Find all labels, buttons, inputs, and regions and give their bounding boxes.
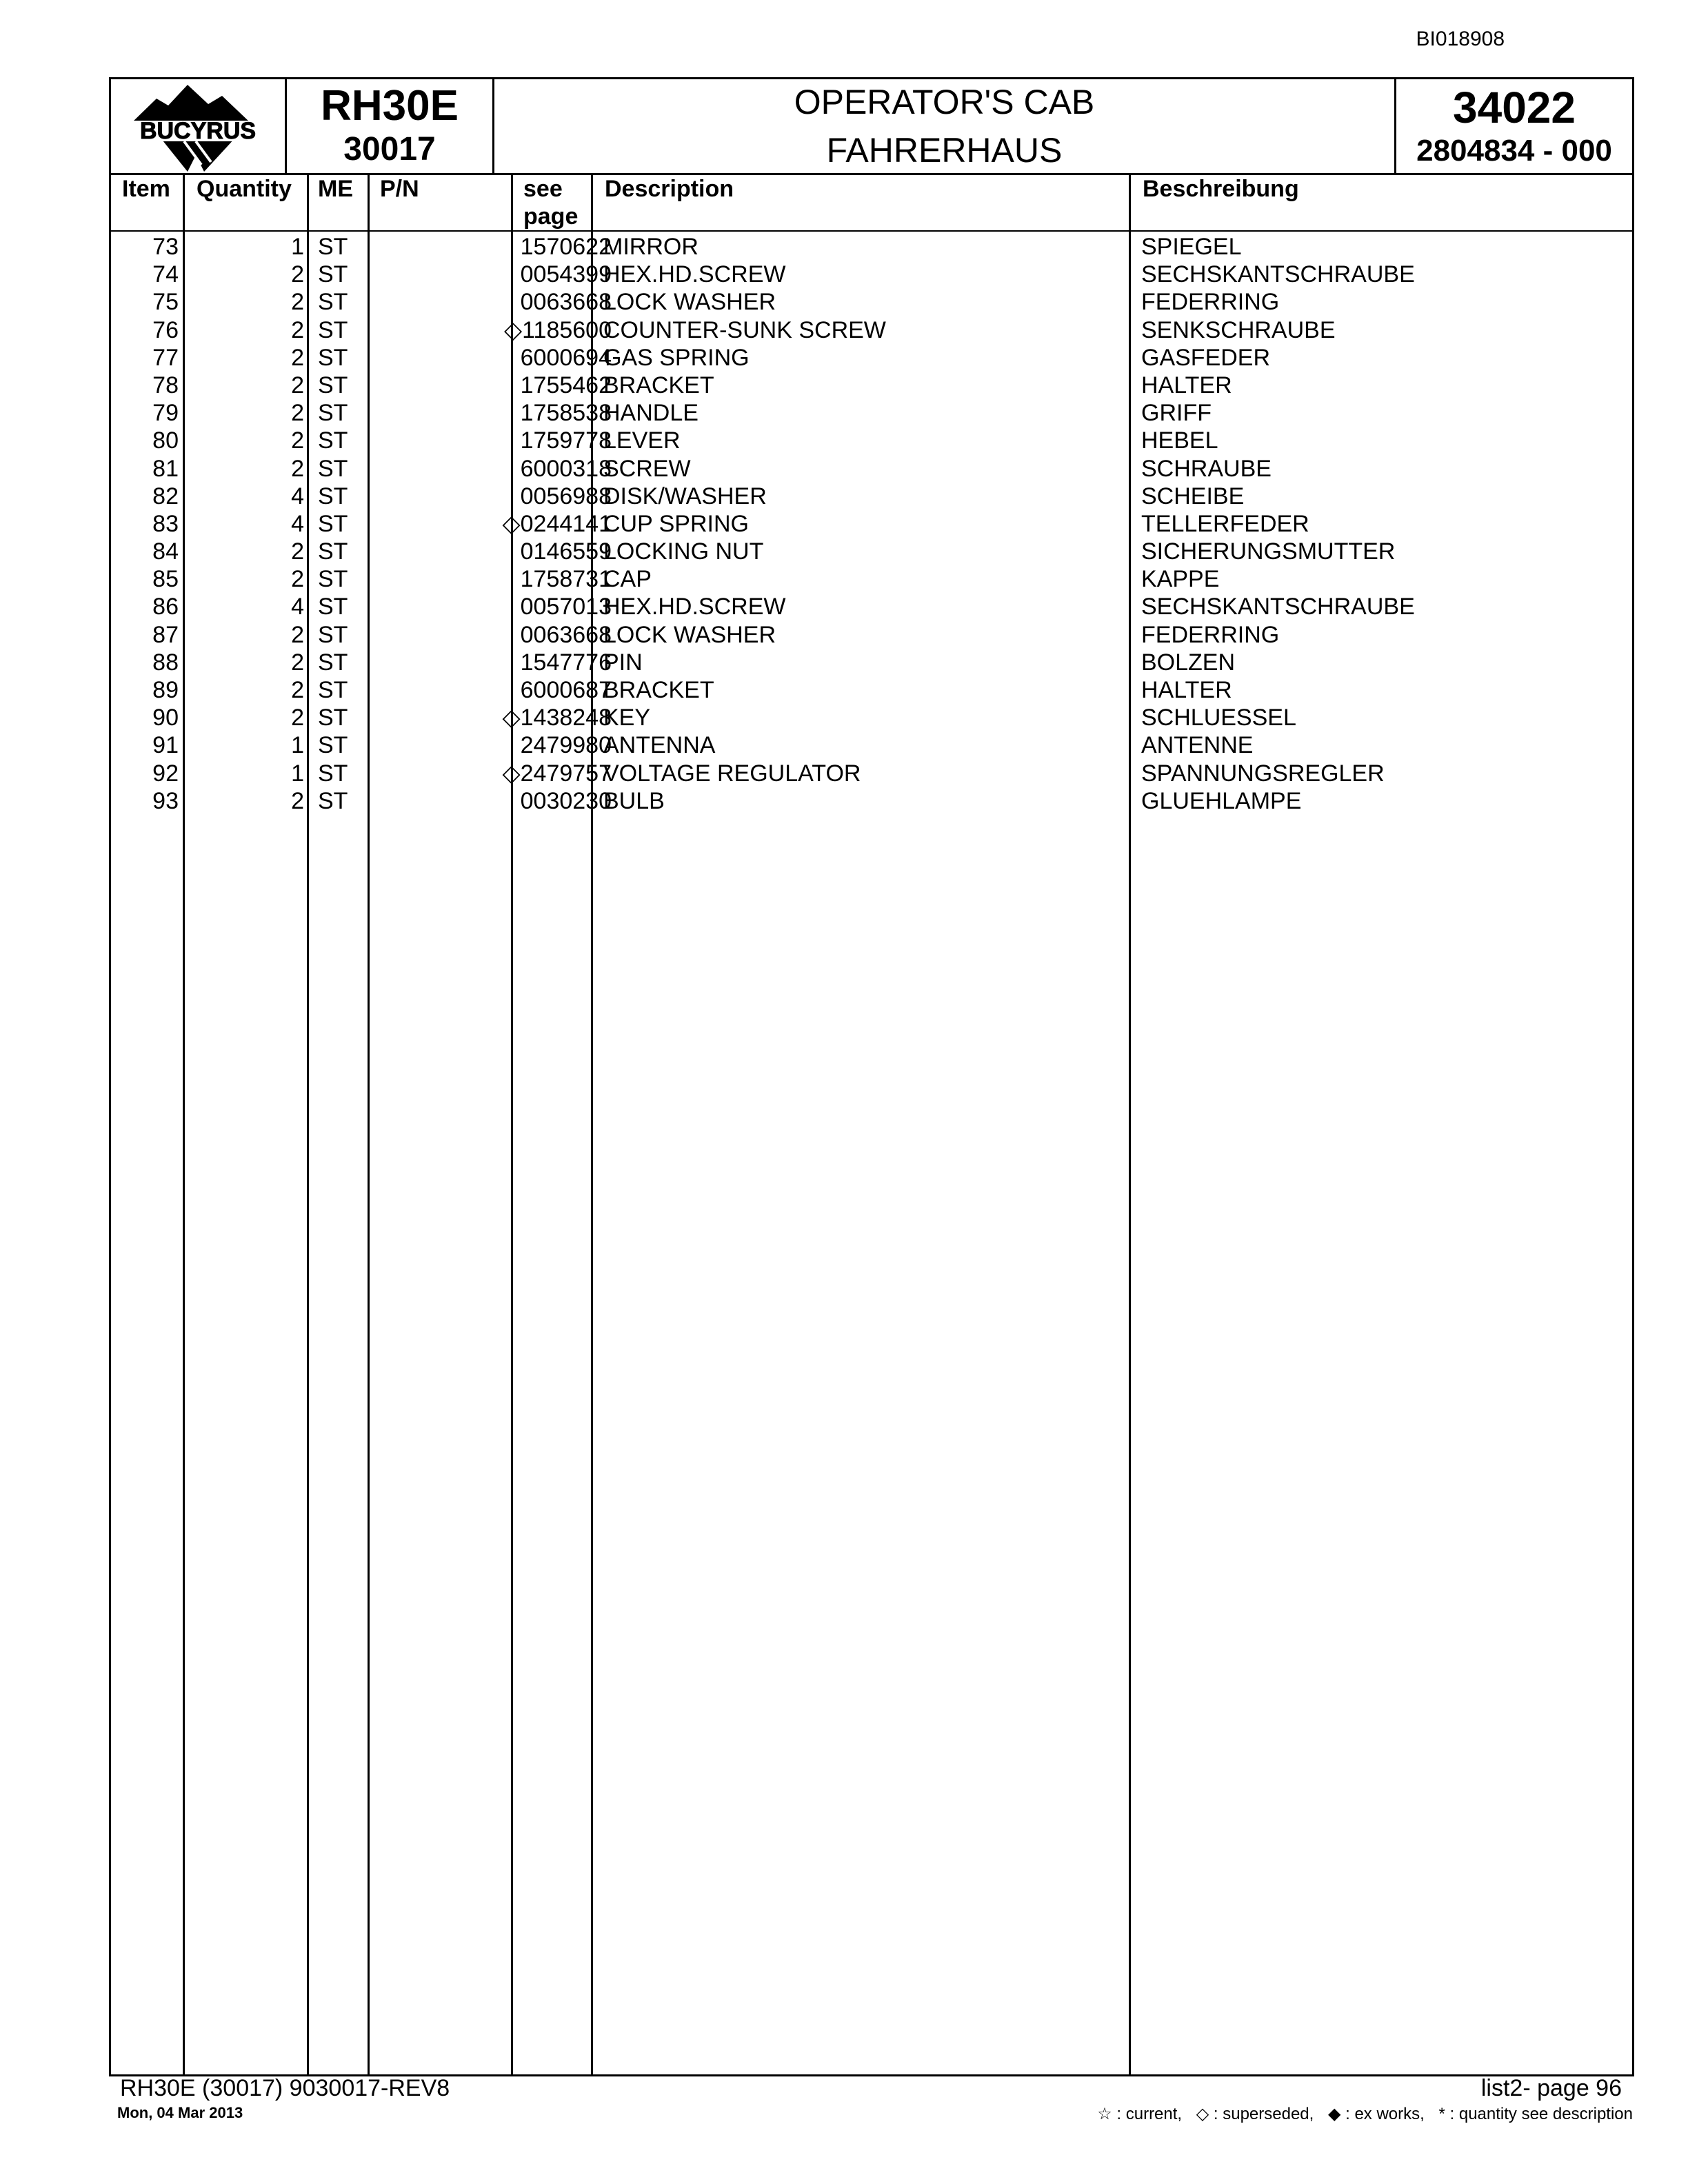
table-row: [111, 704, 1632, 731]
cell-beschreibung: KAPPE: [1141, 566, 1220, 593]
cell-quantity: 2: [291, 427, 304, 454]
footer-legend: [1087, 2104, 1633, 2124]
cell-description: VOLTAGE REGULATOR: [603, 760, 861, 787]
cell-unit: ST: [318, 649, 348, 676]
cell-description: DISK/WASHER: [603, 483, 767, 509]
cell-item-number: 91: [152, 732, 179, 759]
title-block: [494, 79, 1396, 173]
cell-part-number: ◇1438248: [502, 705, 612, 731]
cell-item-number: 79: [152, 400, 179, 427]
document-id: BI018908: [1416, 28, 1505, 50]
cell-quantity: 1: [291, 732, 304, 759]
cell-description: LOCKING NUT: [603, 538, 764, 565]
table-row: [111, 483, 1632, 510]
cell-unit: ST: [318, 234, 348, 260]
cell-part-number: 0057013: [520, 594, 612, 620]
bucyrus-logo: [111, 79, 287, 173]
cell-unit: ST: [318, 566, 348, 593]
cell-quantity: 2: [291, 372, 304, 398]
table-row: [111, 316, 1632, 344]
table-row: [111, 731, 1632, 759]
footer-date: Mon, 04 Mar 2013: [117, 2104, 243, 2121]
parts-table: [109, 175, 1634, 2076]
table-row: [111, 399, 1632, 427]
table-row: [111, 760, 1632, 787]
cell-item-number: 88: [152, 649, 179, 676]
cell-item-number: 75: [152, 289, 179, 316]
cell-quantity: 4: [291, 594, 304, 620]
cell-description: PIN: [603, 649, 643, 676]
cell-part-number: 1758731: [520, 566, 612, 593]
cell-unit: ST: [318, 787, 348, 814]
cell-unit: ST: [318, 455, 348, 482]
cell-beschreibung: SCHLUESSEL: [1141, 705, 1296, 731]
cell-beschreibung: HALTER: [1141, 677, 1232, 703]
cell-description: HEX.HD.SCREW: [603, 594, 786, 620]
cell-quantity: 4: [291, 510, 304, 537]
model-block: [287, 79, 494, 173]
cell-description: LOCK WASHER: [603, 289, 776, 316]
cell-item-number: 80: [152, 427, 179, 454]
serial-number: 30017: [343, 131, 436, 168]
cell-beschreibung: SECHSKANTSCHRAUBE: [1141, 594, 1415, 620]
cell-quantity: 2: [291, 566, 304, 593]
legend-current: ☆ : current,: [1097, 2105, 1183, 2123]
cell-unit: ST: [318, 427, 348, 454]
legend-ex-works: ◆ : ex works,: [1328, 2105, 1425, 2123]
cell-part-number: 1758538: [520, 400, 612, 427]
cell-quantity: 2: [291, 400, 304, 427]
cell-description: SCREW: [603, 455, 691, 482]
cell-description: CAP: [603, 566, 652, 593]
table-body: [111, 233, 1632, 815]
cell-part-number: 0146559: [520, 538, 612, 565]
column-header-see: see: [523, 176, 563, 202]
cell-item-number: 73: [152, 234, 179, 260]
cell-beschreibung: SENKSCHRAUBE: [1141, 316, 1336, 343]
column-header-description: Description: [605, 176, 734, 202]
cell-quantity: 2: [291, 289, 304, 316]
cell-unit: ST: [318, 732, 348, 759]
cell-part-number: 6000318: [520, 455, 612, 482]
cell-description: ANTENNA: [603, 732, 716, 759]
bucyrus-logo-mark: [119, 79, 277, 173]
cell-beschreibung: SECHSKANTSCHRAUBE: [1141, 261, 1415, 288]
cell-description: BULB: [603, 787, 665, 814]
cell-beschreibung: BOLZEN: [1141, 649, 1236, 676]
table-row: [111, 233, 1632, 261]
cell-unit: ST: [318, 510, 348, 537]
cell-quantity: 2: [291, 455, 304, 482]
cell-part-number: 1759778: [520, 427, 612, 454]
cell-beschreibung: SPIEGEL: [1141, 234, 1242, 260]
table-row: [111, 427, 1632, 454]
cell-beschreibung: FEDERRING: [1141, 289, 1280, 316]
cell-beschreibung: SICHERUNGSMUTTER: [1141, 538, 1396, 565]
column-header-quantity: Quantity: [197, 176, 292, 202]
table-row: [111, 288, 1632, 316]
logo-text: BUCYRUS: [139, 118, 257, 144]
cell-quantity: 2: [291, 787, 304, 814]
cell-unit: ST: [318, 538, 348, 565]
cell-part-number: 6000694: [520, 344, 612, 371]
group-block: [1396, 79, 1632, 173]
cell-unit: ST: [318, 372, 348, 398]
model-name: RH30E: [321, 82, 459, 130]
cell-unit: ST: [318, 400, 348, 427]
cell-description: HANDLE: [603, 400, 699, 427]
cell-beschreibung: SCHEIBE: [1141, 483, 1245, 509]
cell-item-number: 82: [152, 483, 179, 509]
cell-beschreibung: SCHRAUBE: [1141, 455, 1272, 482]
cell-item-number: 89: [152, 677, 179, 703]
cell-quantity: 2: [291, 261, 304, 288]
cell-item-number: 78: [152, 372, 179, 398]
cell-unit: ST: [318, 705, 348, 731]
cell-beschreibung: SPANNUNGSREGLER: [1141, 760, 1385, 787]
cell-item-number: 93: [152, 787, 179, 814]
cell-unit: ST: [318, 760, 348, 787]
cell-part-number: 2479980: [520, 732, 612, 759]
table-row: [111, 621, 1632, 649]
cell-beschreibung: TELLERFEDER: [1141, 510, 1309, 537]
table-row: [111, 676, 1632, 704]
cell-item-number: 84: [152, 538, 179, 565]
cell-description: LEVER: [603, 427, 681, 454]
table-row: [111, 372, 1632, 399]
table-row: [111, 565, 1632, 593]
cell-description: LOCK WASHER: [603, 621, 776, 648]
table-row: [111, 261, 1632, 288]
cell-quantity: 2: [291, 316, 304, 343]
column-header-page: page: [523, 203, 579, 230]
title-english: OPERATOR'S CAB: [794, 83, 1095, 121]
cell-beschreibung: GLUEHLAMPE: [1141, 787, 1302, 814]
cell-unit: ST: [318, 289, 348, 316]
cell-item-number: 81: [152, 455, 179, 482]
legend-quantity: * : quantity see description: [1438, 2105, 1633, 2123]
footer-document-reference: RH30E (30017) 9030017-REV8: [120, 2075, 450, 2101]
cell-unit: ST: [318, 594, 348, 620]
column-header-beschreibung: Beschreibung: [1143, 176, 1299, 202]
legend-superseded: ◇ : superseded,: [1196, 2105, 1314, 2123]
cell-description: KEY: [603, 705, 651, 731]
cell-item-number: 74: [152, 261, 179, 288]
cell-part-number: ◇2479757: [502, 760, 612, 787]
cell-description: CUP SPRING: [603, 510, 749, 537]
cell-item-number: 86: [152, 594, 179, 620]
column-header-pn: P/N: [380, 176, 419, 202]
cell-part-number: ◇0244141: [502, 510, 612, 537]
cell-unit: ST: [318, 344, 348, 371]
table-row: [111, 510, 1632, 538]
cell-beschreibung: GASFEDER: [1141, 344, 1271, 371]
cell-part-number: 0063668: [520, 289, 612, 316]
table-row: [111, 455, 1632, 483]
cell-description: BRACKET: [603, 372, 714, 398]
table-row: [111, 649, 1632, 676]
cell-description: BRACKET: [603, 677, 714, 703]
footer-page-number: list2- page 96: [1480, 2075, 1622, 2101]
cell-item-number: 92: [152, 760, 179, 787]
cell-item-number: 90: [152, 705, 179, 731]
cell-description: MIRROR: [603, 234, 699, 260]
part-reference: 2804834 - 000: [1416, 134, 1612, 168]
cell-beschreibung: ANTENNE: [1141, 732, 1254, 759]
cell-part-number: 1547776: [520, 649, 612, 676]
cell-unit: ST: [318, 316, 348, 343]
cell-part-number: 0054399: [520, 261, 612, 288]
cell-quantity: 1: [291, 234, 304, 260]
cell-part-number: 0056988: [520, 483, 612, 509]
cell-quantity: 4: [291, 483, 304, 509]
cell-part-number: ◇1185600: [504, 316, 612, 343]
table-row: [111, 593, 1632, 620]
cell-item-number: 83: [152, 510, 179, 537]
cell-beschreibung: HALTER: [1141, 372, 1232, 398]
table-row: [111, 344, 1632, 372]
cell-part-number: 0030230: [520, 787, 612, 814]
cell-quantity: 2: [291, 677, 304, 703]
cell-quantity: 2: [291, 649, 304, 676]
header-divider: [111, 230, 1632, 232]
cell-item-number: 77: [152, 344, 179, 371]
cell-unit: ST: [318, 261, 348, 288]
cell-beschreibung: GRIFF: [1141, 400, 1212, 427]
cell-unit: ST: [318, 621, 348, 648]
cell-part-number: 6000687: [520, 677, 612, 703]
cell-item-number: 76: [152, 316, 179, 343]
cell-description: GAS SPRING: [603, 344, 750, 371]
cell-unit: ST: [318, 483, 348, 509]
group-number: 34022: [1453, 83, 1576, 132]
cell-part-number: 1755462: [520, 372, 612, 398]
cell-quantity: 2: [291, 705, 304, 731]
cell-beschreibung: HEBEL: [1141, 427, 1218, 454]
column-header-item: Item: [122, 176, 170, 202]
cell-quantity: 2: [291, 344, 304, 371]
cell-part-number: 1570622: [520, 234, 612, 260]
cell-quantity: 1: [291, 760, 304, 787]
cell-quantity: 2: [291, 538, 304, 565]
cell-beschreibung: FEDERRING: [1141, 621, 1280, 648]
cell-description: COUNTER-SUNK SCREW: [603, 316, 886, 343]
title-german: FAHRERHAUS: [826, 131, 1063, 170]
cell-description: HEX.HD.SCREW: [603, 261, 786, 288]
cell-quantity: 2: [291, 621, 304, 648]
cell-item-number: 85: [152, 566, 179, 593]
column-header-me: ME: [318, 176, 353, 202]
page-header: [109, 77, 1634, 175]
table-row: [111, 538, 1632, 565]
cell-item-number: 87: [152, 621, 179, 648]
cell-unit: ST: [318, 677, 348, 703]
table-row: [111, 787, 1632, 815]
cell-part-number: 0063668: [520, 621, 612, 648]
